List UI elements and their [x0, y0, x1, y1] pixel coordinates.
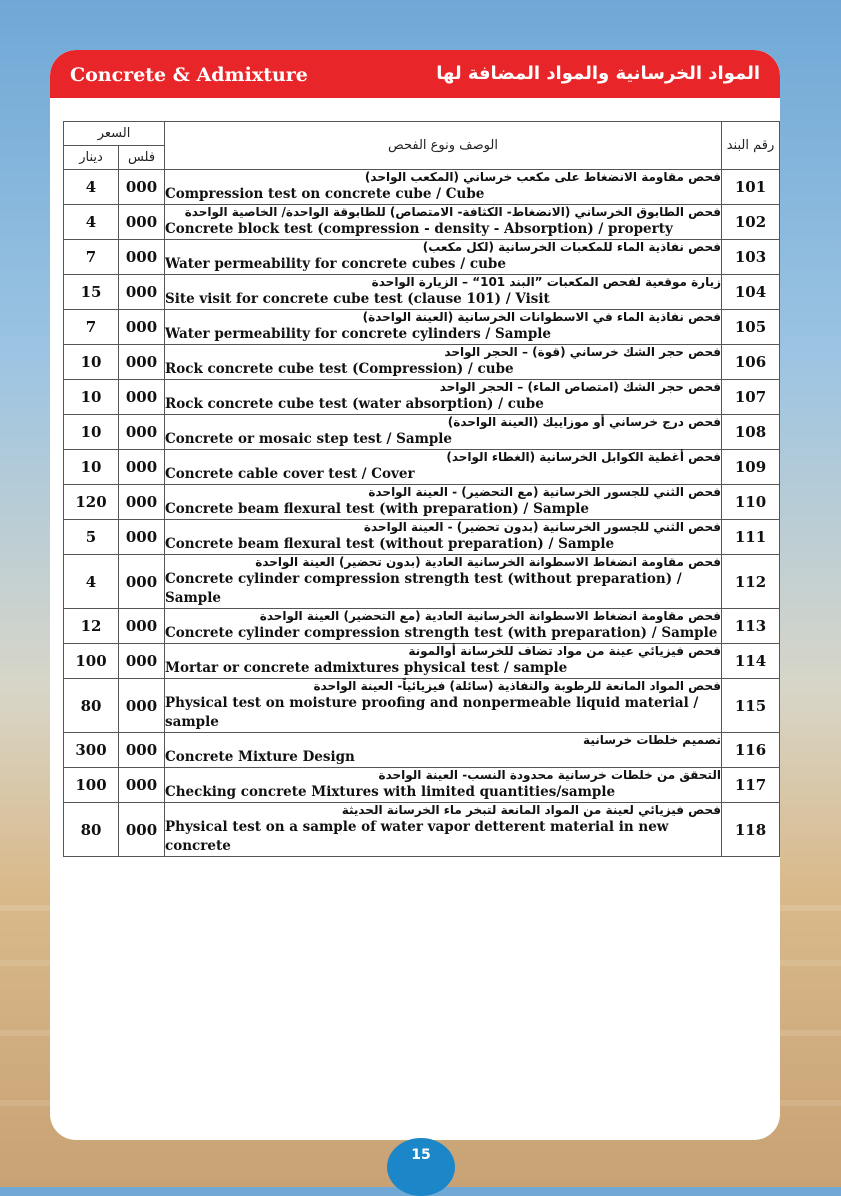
table-row: [64, 310, 780, 345]
table-row: [64, 345, 780, 380]
table-row: [64, 803, 780, 857]
description-cell: [165, 450, 722, 485]
item-number-cell: 107: [722, 380, 780, 415]
item-number-cell: 118: [722, 803, 780, 857]
description-ar: تصميم خلطات خرسانية: [583, 733, 721, 747]
description-ar: التحقق من خلطات خرسانية محدودة النسب- العينة الواحدة: [378, 768, 721, 782]
table-row: [64, 644, 780, 679]
description-cell: [165, 679, 722, 733]
table-row: [64, 240, 780, 275]
header-title-en: Concrete & Admixture: [70, 64, 308, 86]
table-row: [64, 555, 780, 609]
description-en: Rock concrete cube test (Compression) / cube: [165, 361, 514, 377]
item-number-cell: 105: [722, 310, 780, 345]
dinar-cell: 120: [64, 485, 119, 520]
fils-cell: 000: [119, 275, 165, 310]
dinar-cell: 100: [64, 644, 119, 679]
description-ar: فحص نفاذية الماء في الاسطوانات الخرسانية (العينة الواحدة): [362, 310, 721, 324]
description-cell: [165, 415, 722, 450]
description-en: Mortar or concrete admixtures physical test / sample: [165, 660, 568, 676]
fils-cell: 000: [119, 415, 165, 450]
description-cell: [165, 555, 722, 609]
fils-cell: 000: [119, 733, 165, 768]
dinar-cell: 100: [64, 768, 119, 803]
description-cell: [165, 345, 722, 380]
dinar-cell: 15: [64, 275, 119, 310]
page-card: [50, 50, 780, 1140]
item-number-header: رقم البند: [722, 122, 780, 170]
description-ar: فحص فيزيائي لعينة من المواد المانعة لتبخر ماء الخرسانة الحديثة: [341, 803, 721, 817]
description-ar: فحص فيزيائي عينة من مواد تضاف للخرسانة أوالمونة: [408, 644, 721, 658]
description-cell: [165, 644, 722, 679]
description-ar: فحص أغطية الكوابل الخرسانية (الغطاء الواحد): [446, 450, 721, 464]
fils-cell: 000: [119, 555, 165, 609]
item-number-cell: 114: [722, 644, 780, 679]
table-row: [64, 170, 780, 205]
description-ar: فحص الطابوق الخرساني (الانضغاط- الكثافة- الامتصاص) للطابوقة الواحدة/ الخاصية الواحدة: [184, 205, 721, 219]
description-cell: [165, 310, 722, 345]
description-cell: [165, 733, 722, 768]
table-row: [64, 520, 780, 555]
fils-cell: 000: [119, 679, 165, 733]
description-ar: فحص المواد المانعة للرطوبة والنفاذية (سائلة) فيزيائياً- العينة الواحدة: [313, 679, 721, 693]
fils-cell: 000: [119, 240, 165, 275]
fils-cell: 000: [119, 450, 165, 485]
item-number-cell: 113: [722, 609, 780, 644]
description-cell: [165, 609, 722, 644]
description-en: Concrete beam flexural test (with preparation) / Sample: [165, 501, 590, 517]
dinar-cell: 80: [64, 679, 119, 733]
item-number-cell: 111: [722, 520, 780, 555]
description-en: Concrete block test (compression - density - Absorption) / property: [165, 221, 673, 237]
table-row: [64, 609, 780, 644]
item-number-cell: 103: [722, 240, 780, 275]
description-ar: فحص الثني للجسور الخرسانية (مع التحضير) - العينة الواحدة: [368, 485, 721, 499]
description-en: Water permeability for concrete cubes / cube: [165, 256, 506, 272]
table-row: [64, 733, 780, 768]
dinar-cell: 80: [64, 803, 119, 857]
description-cell: [165, 205, 722, 240]
fils-cell: 000: [119, 485, 165, 520]
dinar-cell: 300: [64, 733, 119, 768]
fils-cell: 000: [119, 345, 165, 380]
fils-cell: 000: [119, 609, 165, 644]
description-en: Concrete or mosaic step test / Sample: [165, 431, 453, 447]
fils-cell: 000: [119, 170, 165, 205]
description-en: Concrete Mixture Design: [165, 749, 355, 765]
dinar-cell: 12: [64, 609, 119, 644]
item-number-cell: 101: [722, 170, 780, 205]
page-number: 15: [387, 1138, 455, 1196]
fils-cell: 000: [119, 520, 165, 555]
dinar-header: دينار: [64, 146, 119, 170]
table-row: [64, 275, 780, 310]
dinar-cell: 5: [64, 520, 119, 555]
description-cell: [165, 380, 722, 415]
fils-cell: 000: [119, 205, 165, 240]
table-row: [64, 679, 780, 733]
description-cell: [165, 240, 722, 275]
fils-cell: 000: [119, 768, 165, 803]
description-ar: فحص مقاومة انضغاط الاسطوانة الخرسانية العادية (مع التحضير) العينة الواحدة: [259, 609, 721, 623]
table-row: [64, 450, 780, 485]
fils-cell: 000: [119, 644, 165, 679]
description-en: Water permeability for concrete cylinders / Sample: [165, 326, 551, 342]
description-ar: فحص درج خرساني أو موزاييك (العينة الواحدة): [447, 415, 721, 429]
description-en: Concrete beam flexural test (without preparation) / Sample: [165, 536, 615, 552]
description-en: Physical test on moisture proofing and nonpermeable liquid material / sample: [165, 695, 699, 730]
description-cell: [165, 768, 722, 803]
description-en: Concrete cable cover test / Cover: [165, 466, 415, 482]
description-ar: فحص نفاذية الماء للمكعبات الخرسانية (لكل مكعب): [422, 240, 721, 254]
dinar-cell: 4: [64, 170, 119, 205]
description-en: Checking concrete Mixtures with limited quantities/sample: [165, 784, 616, 800]
table-row: [64, 485, 780, 520]
price-header: السعر: [64, 122, 165, 146]
page-header: [50, 50, 780, 98]
item-number-cell: 106: [722, 345, 780, 380]
table-row: [64, 415, 780, 450]
description-en: Rock concrete cube test (water absorption) / cube: [165, 396, 544, 412]
dinar-cell: 7: [64, 310, 119, 345]
dinar-cell: 10: [64, 450, 119, 485]
item-number-cell: 102: [722, 205, 780, 240]
description-header: الوصف ونوع الفحص: [165, 122, 722, 170]
table-row: [64, 205, 780, 240]
item-number-cell: 110: [722, 485, 780, 520]
dinar-cell: 4: [64, 205, 119, 240]
description-en: Physical test on a sample of water vapor detterent material in new concrete: [165, 819, 669, 854]
table-row: [64, 380, 780, 415]
description-en: Compression test on concrete cube / Cube: [165, 186, 485, 202]
item-number-cell: 115: [722, 679, 780, 733]
fils-header: فلس: [119, 146, 165, 170]
dinar-cell: 4: [64, 555, 119, 609]
item-number-cell: 109: [722, 450, 780, 485]
description-ar: فحص مقاومة انضغاط الاسطوانة الخرسانية العادية (بدون تحضير) العينة الواحدة: [255, 555, 721, 569]
dinar-cell: 10: [64, 415, 119, 450]
dinar-cell: 10: [64, 380, 119, 415]
description-cell: [165, 803, 722, 857]
price-table: [63, 121, 780, 857]
description-ar: فحص حجر الشك (امتصاص الماء) – الحجر الواحد: [439, 380, 721, 394]
description-ar: زيارة موقعية لفحص المكعبات ”البند 101“ – الزيارة الواحدة: [371, 275, 721, 289]
description-cell: [165, 275, 722, 310]
table-row: [64, 768, 780, 803]
fils-cell: 000: [119, 380, 165, 415]
description-cell: [165, 520, 722, 555]
description-ar: فحص الثني للجسور الخرسانية (بدون تحضير) - العينة الواحدة: [363, 520, 721, 534]
header-title-ar: المواد الخرسانية والمواد المضافة لها: [436, 63, 760, 84]
item-number-cell: 108: [722, 415, 780, 450]
description-ar: فحص مقاومة الانضغاط على مكعب خرساني (المكعب الواحد): [364, 170, 721, 184]
description-en: Concrete cylinder compression strength test (without preparation) / Sample: [165, 571, 682, 606]
description-en: Concrete cylinder compression strength test (with preparation) / Sample: [165, 625, 718, 641]
dinar-cell: 10: [64, 345, 119, 380]
item-number-cell: 117: [722, 768, 780, 803]
fils-cell: 000: [119, 310, 165, 345]
item-number-cell: 104: [722, 275, 780, 310]
description-cell: [165, 485, 722, 520]
item-number-cell: 116: [722, 733, 780, 768]
description-cell: [165, 170, 722, 205]
fils-cell: 000: [119, 803, 165, 857]
description-ar: فحص حجر الشك خرساني (قوة) – الحجر الواحد: [444, 345, 721, 359]
dinar-cell: 7: [64, 240, 119, 275]
description-en: Site visit for concrete cube test (clause 101) / Visit: [165, 291, 550, 307]
item-number-cell: 112: [722, 555, 780, 609]
